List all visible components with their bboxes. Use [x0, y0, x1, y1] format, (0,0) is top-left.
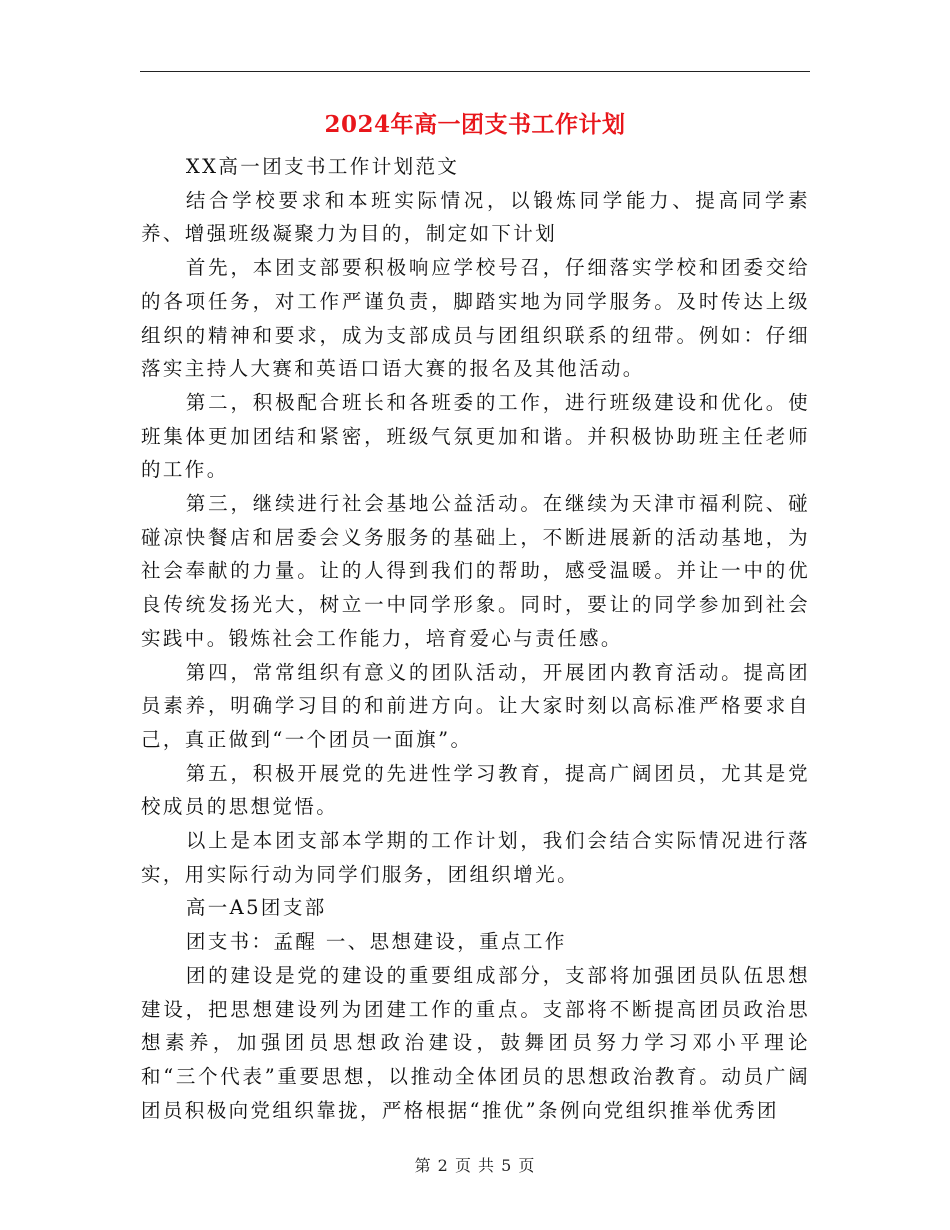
paragraph-second: 第二，积极配合班长和各班委的工作，进行班级建设和优化。使班集体更加团结和紧密，班级气氛更加和谐。并积极协助班主任老师的工作。 [141, 390, 810, 482]
document-body [141, 150, 810, 1127]
footer-total-pages: 5 [501, 1156, 513, 1175]
footer-prefix: 第 [414, 1156, 432, 1175]
paragraph-intro: 结合学校要求和本班实际情况，以锻炼同学能力、提高同学素养、增强班级凝聚力为目的，制定如下计划 [141, 188, 810, 246]
footer-page-number: 2 [437, 1156, 449, 1175]
paragraph-fourth: 第四，常常组织有意义的团队活动，开展团内教育活动。提高团员素养，明确学习目的和前进方向。让大家时刻以高标准严格要求自己，真正做到“一个团员一面旗”。 [141, 660, 810, 751]
header-rule [140, 71, 810, 72]
paragraph-secretary: 团支书：孟醒 一、思想建设，重点工作 [185, 930, 567, 954]
paragraph-third: 第三，继续进行社会基地公益活动。在继续为天津市福利院、碰碰凉快餐店和居委会义务服务的基础上，不断进展新的活动基地，为社会奉献的力量。让的人得到我们的帮助，感受温暖。并让一中的优良传统发扬光大，树立一中同学形象。同时，要让的同学参加到社会实践中。锻炼社会工作能力，培育爱心与责任感。 [141, 492, 810, 650]
paragraph-subtitle: XX高一团支书工作计划范文 [185, 155, 460, 178]
paragraph-first: 首先，本团支部要积极响应学校号召，仔细落实学校和团委交给的各项任务，对工作严谨负责，脚踏实地为同学服务。及时传达上级组织的精神和要求，成为支部成员与团组织联系的纽带。例如：仔细落实主持人大赛和英语口语大赛的报名及其他活动。 [141, 256, 810, 381]
document-title: 2024年高一团支书工作计划 [324, 111, 626, 138]
footer-suffix: 页 [518, 1156, 536, 1175]
paragraph-fifth: 第五，积极开展党的先进性学习教育，提高广阔团员，尤其是党校成员的思想觉悟。 [141, 761, 810, 819]
page-footer [0, 1153, 950, 1176]
footer-middle: 页 共 [454, 1156, 496, 1175]
paragraph-summary: 以上是本团支部本学期的工作计划，我们会结合实际情况进行落实，用实际行动为同学们服务，团组织增光。 [141, 829, 810, 886]
paragraph-ideology: 团的建设是党的建设的重要组成部分，支部将加强团员队伍思想建设，把思想建设列为团建工作的重点。支部将不断提高团员政治思想素养，加强团员思想政治建设，鼓舞团员努力学习邓小平理论和“三个代表”重要思想，以推动全体团员的思想政治教育。动员广阔团员积极向党组织靠拢，严格根据“推优”条例向党组织推举优秀团 [141, 963, 810, 1122]
paragraph-branch: 高一A5团支部 [185, 896, 327, 920]
